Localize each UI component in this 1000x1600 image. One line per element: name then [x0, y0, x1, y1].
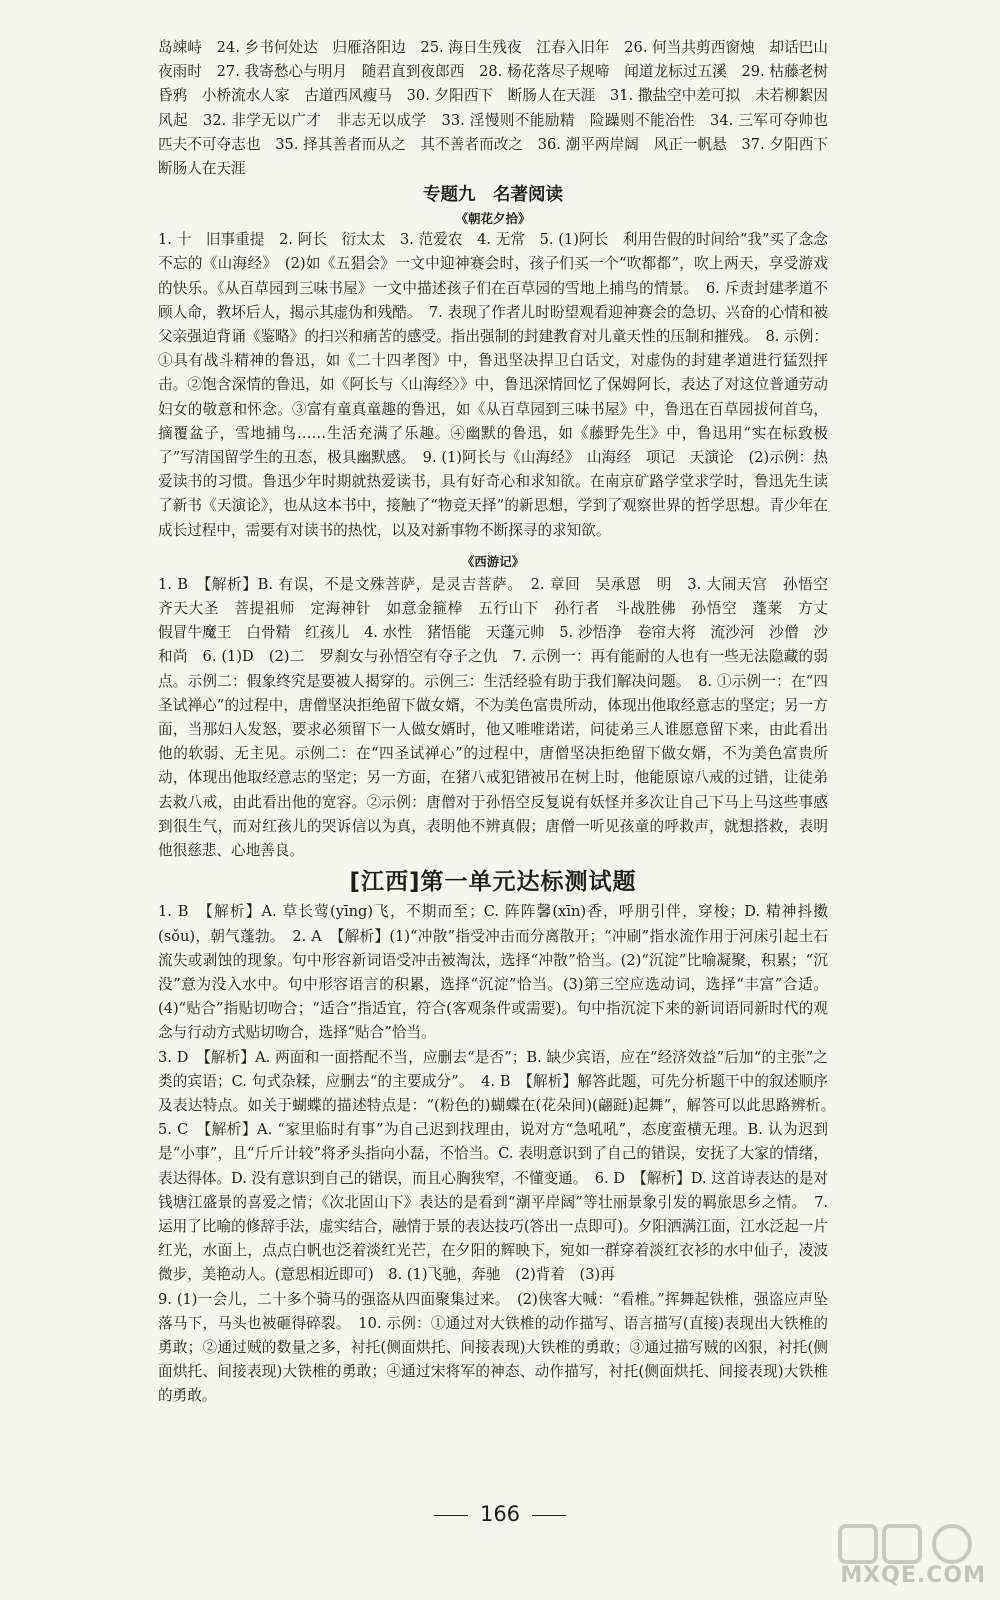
zhaohua-answers-paragraph: 1. 十 旧事重提 2. 阿长 衍太太 3. 范爱农 4. 无常 5. (1)阿长 利用告假的时间给“我”买了念念不忘的《山海经》 (2)如《五猖会》一文中迎神赛会时，孩子们买一个“吹都都”，吹上两天，享受游戏的快乐。《从百草园到三味书屋》一文中描述孩子们在百草园的雪地上捕鸟的情景。 6. 斥责封建孝道不顾人命，教坏后人，揭示其虚伪和残酷。 7. 表现了作者儿时盼望观看迎神赛会的急切、兴奋的心情和被父亲强迫背诵《鉴略》的扫兴和痛苦的感受。指出强制的封建教育对儿童天性的压制和摧残。 8. 示例：①具有战斗精神的鲁迅，如《二十四孝图》中，鲁迅坚决捍卫白话文，对虚伪的封建孝道进行猛烈抨击。②饱含深情的鲁迅，如《阿长与〈山海经〉》中，鲁迅深情回忆了保姆阿长，表达了对这位普通劳动妇女的敬意和怀念。③富有童真童趣的鲁迅，如《从百草园到三味书屋》中，鲁迅在百草园拔何首乌，摘覆盆子，雪地捕鸟……生活充满了乐趣。④幽默的鲁迅，如《藤野先生》中，鲁迅用“实在标致极了”写清国留学生的丑态，极具幽默感。 9. (1)阿长与《山海经》 山海经 项记 天演论 (2)示例：热爱读书的习惯。鲁迅少年时期就热爱读书，具有好奇心和求知欲。在南京矿路学堂求学时，鲁迅先生读了新书《天演论》，也从这本书中，接触了“物竞天择”的新思想，学到了观察世界的哲学思想。青少年在成长过程中，需要有对读书的热忱，以及对新事物不断探寻的求知欲。	[158, 231, 828, 539]
book-title-zhaohua: 《朝花夕拾》	[455, 211, 531, 227]
topic-title: 专题九 名著阅读	[423, 185, 563, 206]
page-number-dash-left	[434, 1515, 468, 1516]
unit-test-answers-9-10: 9. (1)一会儿，二十多个骑马的强盗从四面聚集过来。 (2)侠客大喊：“看椎。”挥舞起铁椎，强盗应声坠落马下，马头也被砸得碎裂。 10. 示例：①通过对大铁椎的动作描写、语言描写(直接)表现出大铁椎的勇敢；②通过贼的数量之多，衬托(侧面烘托、间接表现)大铁椎的勇敢；③通过描写贼的凶狠，衬托(侧面烘托、间接表现)大铁椎的勇敢；④通过宋将军的神态、动作描写，衬托(侧面烘托、间接表现)大铁椎的勇敢。	[158, 1290, 828, 1405]
page-number-dash-right	[532, 1515, 566, 1516]
watermark-icon	[836, 1522, 986, 1566]
unit-test-title: [江西]第一单元达标测试题	[349, 869, 637, 896]
page-number-text: 166	[479, 1502, 521, 1526]
xiyouji-answers-paragraph: 1. B 【解析】B. 有误，不是文殊菩萨，是灵吉菩萨。 2. 章回 吴承恩 明 3. 大闹天宫 孙悟空 齐天大圣 菩提祖师 定海神针 如意金箍棒 五行山下 孙行者 斗战胜佛 孙悟空 蓬莱 方丈 假冒牛魔王 白骨精 红孩儿 4. 水性 猪悟能 天蓬元帅 5. 沙悟净 卷帘大将 流沙河 沙僧 沙和尚 6. (1)D (2)二 罗刹女与孙悟空有夺子之仇 7. 示例一：再有能耐的人也有一些无法隐藏的弱点。示例二：假象终究是要被人揭穿的。示例三：生活经验有助于我们解决问题。 8. ①示例一：在“四圣试禅心”的过程中，唐僧坚决拒绝留下做女婿，不为美色富贵所动，体现出他取经意志的坚定；另一方面，当那妇人发怒，要求必须留下一人做女婿时，他又唯唯诺诺，问徒弟三人谁愿意留下来，由此看出他的软弱、无主见。示例二：在“四圣试禅心”的过程中，唐僧坚决拒绝留下做女婿，不为美色富贵所动，体现出他取经意志的坚定；另一方面，在猪八戒犯错被吊在树上时，他能原谅八戒的过错，让徒弟去救八戒，由此看出他的宽容。②示例：唐僧对于孙悟空反复说有妖怪并多次让自己下马上马这些事感到很生气，而对红孩儿的哭诉信以为真，表明他不辨真假；唐僧一听见孩童的呼救声，就想搭救，表明他很慈悲、心地善良。	[158, 575, 843, 860]
unit-test-answers-1-2: 1. B 【解析】A. 草长莺(yīng)飞，不期而至；C. 阵阵馨(xīn)香，呼朋引伴，穿梭；D. 精神抖擞(sǒu)，朝气蓬勃。 2. A 【解析】(1)“冲散”指受冲击而分离散开；“冲刷”指水流作用于河床引起土石流失或剥蚀的现象。句中形容新词语受冲击被淘汰，选择“冲散”恰当。(2)“沉淀”比喻凝聚，积累；“沉没”意为没入水中。句中形容语言的积累，选择“沉淀”恰当。(3)第三空应选动词，选择“丰富”合适。(4)“贴合”指贴切吻合；“适合”指适宜，符合(客观条件或需要)。句中指沉淀下来的新词语同新时代的观念与行动方式贴切吻合，选择“贴合”恰当。	[158, 903, 828, 1042]
unit-test-answers-3-8: 3. D 【解析】A. 两面和一面搭配不当，应删去“是否”；B. 缺少宾语，应在“经济效益”后加“的主张”之类的宾语；C. 句式杂糅，应删去“的主要成分”。 4. B 【解析】解答此题，可先分析题干中的叙述顺序及表达特点。如关于蝴蝶的描述特点是：“(粉色的)蝴蝶在(花朵间)(翩跹)起舞”，解答可以此思路辨析。 5. C 【解析】A. “家里临时有事”为自己迟到找理由，说对方“急吼吼”，态度蛮横无理。B. 认为迟到是“小事”，且“斤斤计较”将矛头指向小磊，不恰当。C. 表明意识到了自己的错误，安抚了大家的情绪，表达得体。D. 没有意识到自己的错误，而且心胸狭窄，不懂变通。 6. D 【解析】D. 这首诗表达的是对钱塘江盛景的喜爱之情；《次北固山下》表达的是看到“潮平岸阔”等壮丽景象引发的羁旅思乡之情。 7. 运用了比喻的修辞手法，虚实结合，融情于景的表达技巧(答出一点即可)。夕阳洒满江面，江水泛起一片红光，水面上，点点白帆也泛着淡红光芒，在夕阳的辉映下，宛如一群穿着淡红衣衫的水中仙子，凌波微步，美艳动人。(意思相近即可) 8. (1)飞驰，奔驰 (2)背着 (3)再	[158, 1048, 843, 1284]
poetry-answers-paragraph: 岛竦峙 24. 乡书何处达 归雁洛阳边 25. 海日生残夜 江春入旧年 26. 何当共剪西窗烛 却话巴山夜雨时 27. 我寄愁心与明月 随君直到夜郎西 28. 杨花落尽子规啼 闻道龙标过五溪 29. 枯藤老树昏鸦 小桥流水人家 古道西风瘦马 30. 夕阳西下 断肠人在天涯 31. 撒盐空中差可拟 未若柳絮因风起 32. 非学无以广才 非志无以成学 33. 淫慢则不能励精 险躁则不能冶性 34. 三军可夺帅也 匹夫不可夺志也 35. 择其善者而从之 其不善者而改之 36. 潮平两岸阔 风正一帆悬 37. 夕阳西下 断肠人在天涯	[158, 39, 843, 178]
watermark-text: MXQE.COM	[840, 1563, 986, 1588]
book-title-xiyouji: 《西游记》	[461, 553, 525, 569]
watermark-logo	[836, 1522, 986, 1588]
page-content	[158, 36, 843, 1409]
